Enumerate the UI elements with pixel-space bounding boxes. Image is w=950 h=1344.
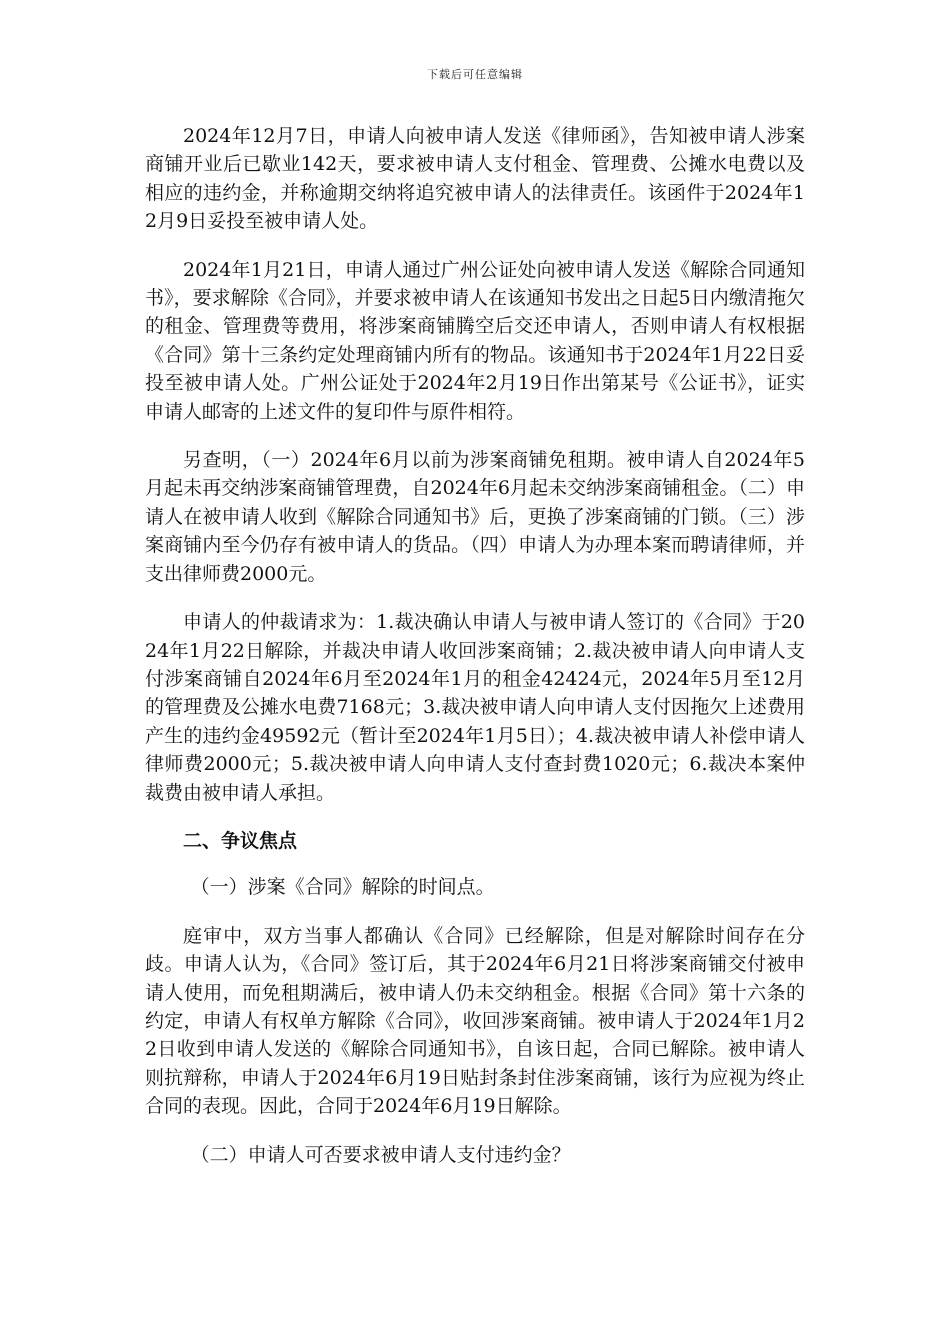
page-header-note: 下载后可任意编辑 (427, 68, 523, 81)
paragraph-arbitration-claims: 申请人的仲裁请求为：1.裁决确认申请人与被申请人签订的《合同》于2024年1月22日解除，并裁决申请人收回涉案商铺；2.裁决被申请人向申请人支付涉案商铺自2024年6月至2024年1月的租金42424元，2024年5月至12月的管理费及公摊水电费7168元；3.裁决被申请人向申请人支付因拖欠上述费用产生的违约金49592元（暂计至2024年1月5日）；4.裁决被申请人补偿申请人律师费2000元；5.裁决被申请人向申请人支付查封费1020元；6.裁决本案仲裁费由被申请人承担。 (145, 611, 805, 804)
subheading-termination-time: （一）涉案《合同》解除的时间点。 (190, 876, 495, 899)
paragraph-termination-notice: 2024年1月21日，申请人通过广州公证处向被申请人发送《解除合同通知书》，要求解除《合同》，并要求被申请人在该通知书发出之日起5日内缴清拖欠的租金、管理费等费用，将涉案商铺腾空后交还申请人，否则申请人有权根据《合同》第十三条约定处理商铺内所有的物品。该通知书于2024年1月22日妥投至被申请人处。广州公证处于2024年2月19日作出第某号《公证书》，证实申请人邮寄的上述文件的复印件与原件相符。 (145, 258, 805, 423)
section-heading-dispute-focus: 二、争议焦点 (183, 829, 298, 852)
paragraph-hearing-dispute: 庭审中，双方当事人都确认《合同》已经解除，但是对解除时间存在分歧。申请人认为，《合同》签订后，其于2024年6月21日将涉案商铺交付被申请人使用，而免租期满后，被申请人仍未交纳租金。根据《合同》第十六条的约定，申请人有权单方解除《合同》，收回涉案商铺。被申请人于2024年1月22日收到申请人发送的《解除合同通知书》，自该日起，合同已解除。被申请人则抗辩称，申请人于2024年6月19日贴封条封住涉案商铺，该行为应视为终止合同的表现。因此，合同于2024年6月19日解除。 (145, 924, 805, 1118)
document-body (145, 122, 805, 1189)
paragraph-further-findings: 另查明，（一）2024年6月以前为涉案商铺免租期。被申请人自2024年5月起未再交纳涉案商铺管理费，自2024年6月起未交纳涉案商铺租金。（二）申请人在被申请人收到《解除合同通知书》后，更换了涉案商铺的门锁。（三）涉案商铺内至今仍存有被申请人的货品。（四）申请人为办理本案而聘请律师，并支出律师费2000元。 (145, 449, 805, 585)
subheading-liquidated-damages: （二）申请人可否要求被申请人支付违约金？ (190, 1143, 571, 1166)
paragraph-lawyer-letter: 2024年12月7日，申请人向被申请人发送《律师函》，告知被申请人涉案商铺开业后已歇业142天，要求被申请人支付租金、管理费、公摊水电费以及相应的违约金，并称逾期交纳将追究被申请人的法律责任。该函件于2024年12月9日妥投至被申请人处。 (145, 125, 805, 233)
